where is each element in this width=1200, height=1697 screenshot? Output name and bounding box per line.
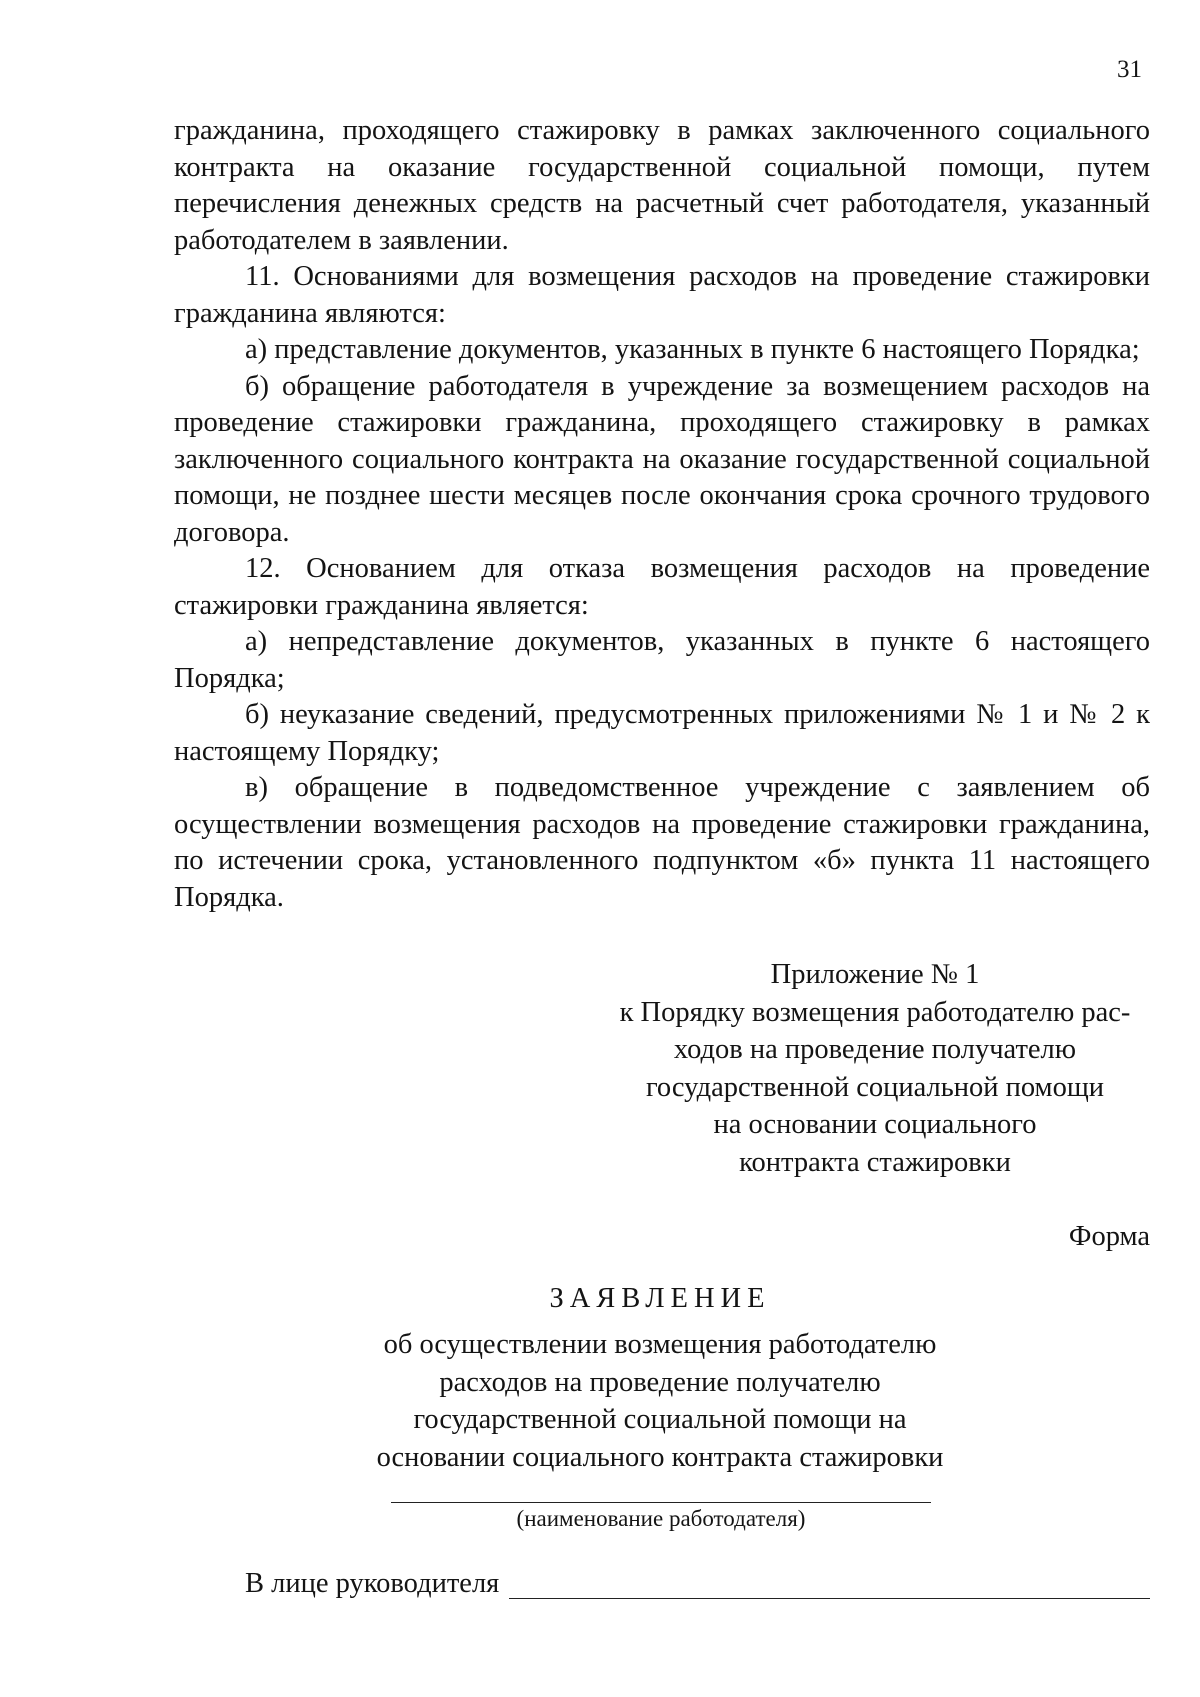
document-body (174, 113, 1150, 916)
page-number: 31 (1117, 56, 1142, 83)
head-label: В лице руководителя (245, 1568, 500, 1599)
paragraph-continuation: гражданина, проходящего стажировку в рамках заключенного социального контракта на оказание государственной социальной помощи, путем перечисления денежных средств на расчетный счет работодателя, указанный работодателем в заявлении. (174, 115, 1150, 256)
employer-name-caption: (наименование работодателя) (516, 1506, 806, 1531)
employer-name-blank (391, 1502, 931, 1503)
appendix-line: на основании социального (713, 1109, 1037, 1140)
paragraph-item-11: 11. Основаниями для возмещения расходов на проведение стажировки гражданина являются: (174, 261, 1150, 329)
paragraph-item-12: 12. Основанием для отказа возмещения расходов на проведение стажировки гражданина является: (174, 553, 1150, 621)
statement-subtitle-line: основании социального контракта стажировки (376, 1441, 944, 1473)
appendix-line: контракта стажировки (739, 1146, 1011, 1178)
paragraph-item-12c: в) обращение в подведомственное учреждение с заявлением об осуществлении возмещения расходов на проведение стажировки гражданина, по истечении срока, установленного подпунктом «б» пункта 11 настоящего Порядка. (174, 772, 1150, 913)
appendix-header (600, 956, 1150, 1181)
appendix-line: ходов на проведение получателю (673, 1034, 1077, 1065)
head-name-blank (509, 1598, 1150, 1599)
statement-subtitle (0, 1326, 1200, 1476)
statement-title: ЗАЯВЛЕНИЕ (549, 1283, 771, 1314)
form-label: Форма (1068, 1221, 1150, 1252)
paragraph-item-12a: а) непредставление документов, указанных в пункте 6 настоящего Порядка; (174, 626, 1150, 694)
paragraph-item-11a: а) представление документов, указанных в пункте 6 настоящего Порядка; (245, 334, 1140, 365)
appendix-line: государственной социальной помощи (645, 1071, 1105, 1103)
appendix-line: Приложение № 1 (770, 959, 980, 990)
appendix-line: к Порядку возмещения работодателю рас- (619, 996, 1131, 1028)
statement-subtitle-line: расходов на проведение получателю (439, 1366, 881, 1398)
paragraph-item-12b: б) неуказание сведений, предусмотренных приложениями № 1 и № 2 к настоящему Порядку; (174, 699, 1150, 767)
paragraph-item-11b: б) обращение работодателя в учреждение за возмещением расходов на проведение стажировки гражданина, проходящего стажировку в рамках заключенного социального контракта на оказание государственной социальной помощи, не позднее шести месяцев после окончания срока срочного трудового договора. (174, 370, 1150, 548)
statement-subtitle-line: об осуществлении возмещения работодателю (383, 1329, 937, 1360)
statement-subtitle-line: государственной социальной помощи на (413, 1404, 907, 1435)
